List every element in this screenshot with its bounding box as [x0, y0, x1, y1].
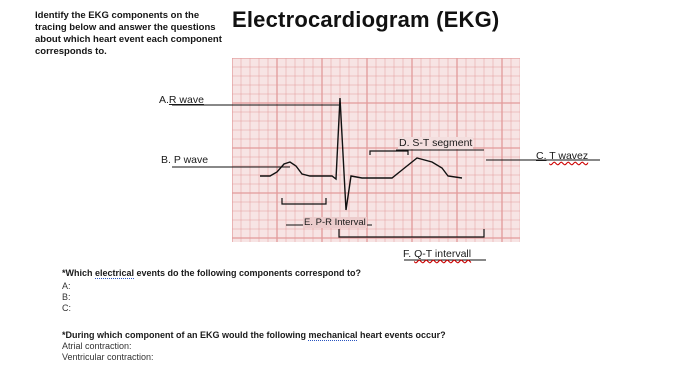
answer-item: A:: [62, 281, 71, 291]
question-electrical: *Which electrical events do the following components correspond to?: [62, 268, 362, 278]
ekg-grid: [232, 58, 520, 242]
grid-lines: [232, 58, 520, 242]
instructions-text: Identify the EKG components on the tracing below and answer the questions about which heart event each component corresponds to.: [35, 10, 222, 57]
label-r-wave: A.R wave: [159, 94, 204, 106]
label-pr-interval: E. P-R Interval: [304, 217, 366, 228]
page-title: Electrocardiogram (EKG): [232, 7, 500, 32]
answer-item: Atrial contraction:: [62, 341, 132, 351]
label-t-wave: C. T wavez: [536, 150, 589, 162]
label-qt-interval: F. Q-T intervall: [403, 248, 472, 260]
label-p-wave: B. P wave: [161, 154, 209, 166]
ekg-figure: [232, 58, 520, 242]
answer-list-mechanical: [62, 341, 154, 363]
answer-item: Ventricular contraction:: [62, 352, 154, 362]
answer-item: B:: [62, 292, 71, 302]
label-st-segment: D. S-T segment: [399, 137, 473, 149]
question-mechanical: *During which component of an EKG would the following mechanical heart events occur?: [62, 330, 446, 340]
answer-list-electrical: [62, 281, 71, 314]
answer-item: C:: [62, 303, 71, 313]
